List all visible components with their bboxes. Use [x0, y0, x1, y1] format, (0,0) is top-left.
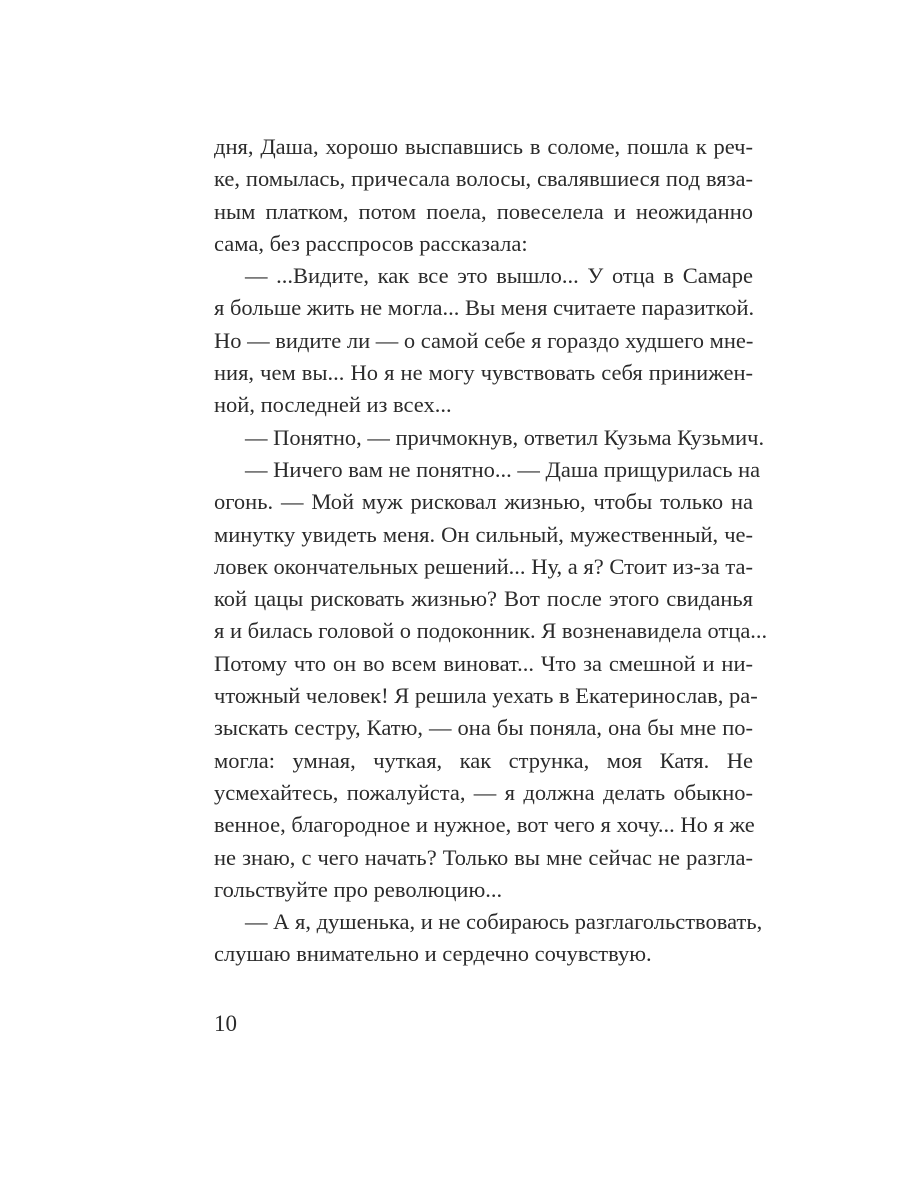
text-line: усмехайтесь, пожалуйста, — я должна делать обыкно- [214, 779, 753, 805]
text-line: минутку увидеть меня. Он сильный, мужественный, че- [214, 521, 753, 547]
text-line: дня, Даша, хорошо выспавшись в соломе, пошла к реч- [214, 134, 753, 159]
text-line: гольствуйте про революцию... [214, 876, 503, 902]
text-line: слушаю внимательно и сердечно сочувствую. [214, 941, 652, 967]
body-text [214, 131, 768, 971]
page-number: 10 [214, 1011, 237, 1036]
text-line: — ...Видите, как все это вышло... У отца в Самаре [245, 263, 753, 289]
text-line: не знаю, с чего начать? Только вы мне сейчас не разгла- [214, 844, 753, 870]
text-line: чтожный человек! Я решила уехать в Екатеринослав, ра- [214, 683, 758, 709]
text-line: могла: умная, чуткая, как струнка, моя Катя. Не [214, 747, 753, 773]
text-line: я и билась головой о подоконник. Я возненавидела отца... [214, 618, 768, 644]
text-line: — Ничего вам не понятно... — Даша прищурилась на [245, 456, 761, 482]
text-line: зыскать сестру, Катю, — она бы поняла, она бы мне по- [214, 715, 753, 741]
text-line: я больше жить не могла... Вы меня считаете паразиткой. [214, 295, 755, 321]
text-line: огонь. — Мой муж рисковал жизнью, чтобы только на [214, 489, 753, 515]
text-line: Но — видите ли — о самой себе я гораздо худшего мне- [214, 327, 754, 353]
text-line: ной, последней из всех... [214, 392, 452, 418]
text-line: ным платком, потом поела, повеселела и неожиданно [214, 198, 753, 224]
text-line: ке, помылась, причесала волосы, свалявшиеся под вяза- [214, 166, 753, 192]
text-line: сама, без расспросов рассказала: [214, 230, 528, 256]
text-line: ловек окончательных решений... Ну, а я? Стоит из-за та- [214, 553, 753, 579]
text-line: кой цацы рисковать жизнью? Вот после этого свиданья [214, 586, 753, 612]
text-line: ния, чем вы... Но я не могу чувствовать себя принижен- [214, 360, 753, 386]
text-line: венное, благородное и нужное, вот чего я хочу... Но я же [214, 812, 755, 838]
text-line: Потому что он во всем виноват... Что за смешной и ни- [214, 650, 753, 676]
text-line: — А я, душенька, и не собираюсь разглагольствовать, [245, 909, 763, 935]
text-line: — Понятно, — причмокнув, ответил Кузьма Кузьмич. [245, 424, 765, 450]
